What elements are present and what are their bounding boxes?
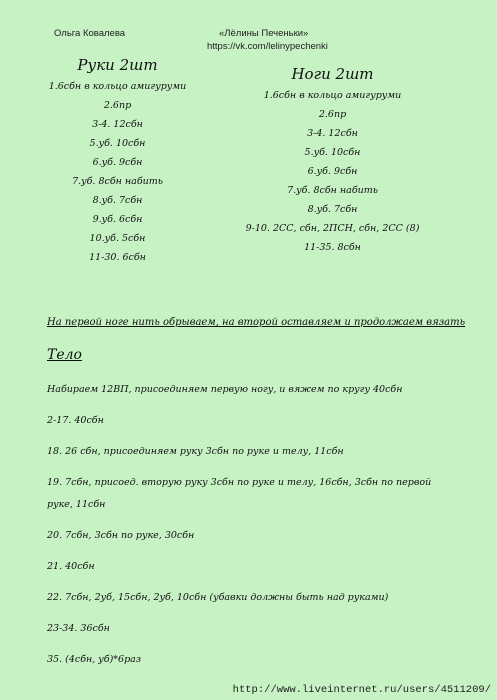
arms-row: 5.уб. 10сбн (89, 138, 146, 149)
arms-row: 9.уб. 6сбн (92, 214, 143, 225)
footer-url[interactable]: http://www.liveinternet.ru/users/4511209/ (232, 684, 491, 696)
arms-row: 1.6сбн в кольцо амигуруми (48, 81, 187, 92)
header-author: Ольга Ковалева (54, 28, 126, 39)
legs-row: 11-35. 8сбн (304, 242, 361, 253)
header-brand: «Лёлины Печеньки» (219, 28, 309, 39)
legs-row: 2.6пр (318, 109, 347, 120)
legs-row: 9-10. 2СС, сбн, 2ПСН, сбн, 2СС (8) (245, 223, 420, 234)
body-line: 18. 26 сбн, присоединяем руку 3сбн по руке и телу, 11сбн (47, 446, 344, 457)
legs-row: 1.6сбн в кольцо амигуруми (263, 90, 402, 101)
legs-row: 6.уб. 9сбн (307, 166, 358, 177)
arms-row: 3-4. 12сбн (92, 119, 143, 130)
legs-row: 7.уб. 8сбн набить (287, 185, 378, 196)
body-line: 35. (4сбн, уб)*6раз (47, 654, 142, 665)
body-line: Набираем 12ВП, присоединяем первую ногу, и вяжем по кругу 40сбн (47, 384, 403, 395)
legs-title: Ноги 2шт (291, 65, 374, 83)
header-link[interactable]: https://vk.com/lelinypechenki (207, 41, 328, 52)
body-line: 23-34. 36сбн (47, 623, 110, 634)
body-line: 19. 7сбн, присоед. вторую руку 3сбн по руке и телу, 16сбн, 3сбн по первой (47, 477, 432, 488)
arms-row: 10.уб. 5сбн (89, 233, 146, 244)
arms-row: 11-30. 6сбн (89, 252, 146, 263)
body-line: 2-17. 40сбн (47, 415, 104, 426)
arms-column (30, 56, 205, 267)
arms-title: Руки 2шт (77, 56, 158, 74)
legs-row: 8.уб. 7сбн (307, 204, 358, 215)
arms-row: 7.уб. 8сбн набить (72, 176, 163, 187)
body-line: 20. 7сбн, 3сбн по руке, 30сбн (47, 530, 195, 541)
body-line: руке, 11сбн (47, 499, 106, 510)
body-line: 21. 40сбн (47, 561, 95, 572)
arms-row: 8.уб. 7сбн (92, 195, 143, 206)
legs-row: 3-4. 12сбн (307, 128, 358, 139)
arms-row: 2.6пр (103, 100, 132, 111)
legs-column (235, 65, 430, 257)
leg-note: На первой ноге нить обрываем, на второй оставляем и продолжаем вязать (47, 317, 466, 328)
legs-row: 5.уб. 10сбн (304, 147, 361, 158)
body-line: 22. 7сбн, 2уб, 15сбн, 2уб, 10сбн (убавки должны быть над руками) (47, 592, 389, 603)
arms-row: 6.уб. 9сбн (92, 157, 143, 168)
section-title-body: Тело (47, 347, 82, 363)
